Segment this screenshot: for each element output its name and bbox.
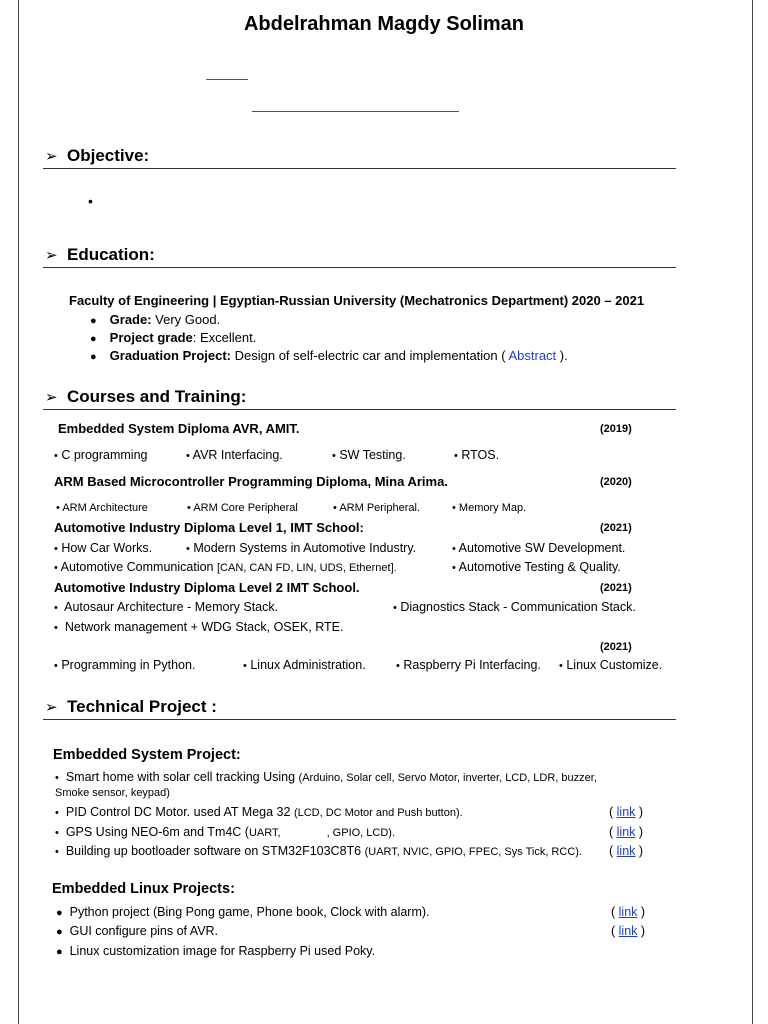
project-item: • Smart home with solar cell tracking Using (Arduino, Solar cell, Servo Motor, inverter, LCD, LDR, buzzer,	[55, 770, 597, 784]
course-item: • Memory Map.	[452, 502, 527, 514]
section-title: Objective:	[67, 146, 150, 165]
page-border-right	[752, 0, 753, 1024]
section-title: Courses and Training:	[67, 387, 247, 406]
course-item: • Linux Administration.	[243, 658, 366, 672]
section-technical	[45, 697, 217, 717]
course-item: • Automotive Testing & Quality.	[452, 560, 621, 574]
section-courses	[45, 387, 246, 407]
section-title: Technical Project :	[67, 697, 217, 716]
section-divider	[43, 719, 676, 720]
faculty-line: Faculty of Engineering | Egyptian-Russian University (Mechatronics Department) 2020 – 2021	[69, 293, 645, 308]
course-item: • ARM Architecture	[56, 502, 148, 514]
course-item: • C programming	[54, 448, 148, 462]
education-graduation-project: ● Graduation Project: Design of self-electric car and implementation ( Abstract ).	[90, 348, 568, 363]
bullet-icon: ●	[90, 315, 97, 327]
course-item: • ARM Peripheral.	[333, 502, 421, 514]
linux-projects-title: Embedded Linux Projects:	[52, 881, 235, 897]
section-title: Education:	[67, 245, 155, 264]
page-border-left	[18, 0, 19, 1024]
course-year: (2021)	[600, 641, 632, 653]
course-year: (2021)	[600, 582, 632, 594]
embedded-projects-title: Embedded System Project:	[53, 747, 241, 763]
education-grade: ● Grade: Very Good.	[90, 312, 221, 327]
bullet-icon: •	[88, 193, 93, 209]
arrow-bullet-icon: ➢	[45, 699, 58, 716]
project-item: ● Linux customization image for Raspberry Pi used Poky.	[56, 944, 376, 958]
candidate-name: Abdelrahman Magdy Soliman	[243, 13, 525, 35]
course-title: Automotive Industry Diploma Level 1, IMT School:	[54, 520, 364, 535]
course-item: • Automotive Communication [CAN, CAN FD, LIN, UDS, Ethernet].	[54, 560, 397, 574]
course-title: Automotive Industry Diploma Level 2 IMT School.	[54, 580, 360, 595]
project-item: ● GUI configure pins of AVR.	[56, 924, 219, 938]
course-item: • Diagnostics Stack - Communication Stack.	[393, 600, 636, 614]
course-item: • Autosaur Architecture - Memory Stack.	[54, 600, 279, 614]
section-divider	[43, 409, 676, 410]
course-item: • AVR Interfacing.	[186, 448, 283, 462]
section-divider	[43, 267, 676, 268]
contact-link-underline[interactable]	[206, 79, 248, 80]
project-item: ● Python project (Bing Pong game, Phone book, Clock with alarm).	[56, 905, 430, 919]
education-project-grade: ● Project grade: Excellent.	[90, 330, 257, 345]
project-item: • GPS Using NEO-6m and Tm4C (UART, , GPIO, LCD).	[55, 825, 396, 839]
project-item-continued: Smoke sensor, keypad)	[55, 787, 170, 799]
course-item: • Programming in Python.	[54, 658, 196, 672]
course-year: (2021)	[600, 522, 632, 534]
course-item: • Automotive SW Development.	[452, 541, 626, 555]
section-education	[45, 245, 155, 265]
project-link[interactable]: ( link )	[609, 844, 644, 858]
course-item: • Network management + WDG Stack, OSEK, RTE.	[54, 620, 344, 634]
project-link[interactable]: ( link )	[611, 905, 646, 919]
bullet-icon: ●	[90, 333, 97, 345]
course-year: (2019)	[600, 423, 632, 435]
course-item: • How Car Works.	[54, 541, 153, 555]
course-item: • Raspberry Pi Interfacing.	[396, 658, 541, 672]
abstract-link[interactable]: Abstract	[505, 348, 560, 363]
project-item: • PID Control DC Motor. used AT Mega 32 (LCD, DC Motor and Push button).	[55, 805, 463, 819]
course-item: • RTOS.	[454, 448, 500, 462]
course-item: • Modern Systems in Automotive Industry.	[186, 541, 417, 555]
section-objective	[45, 146, 149, 166]
arrow-bullet-icon: ➢	[45, 148, 58, 165]
project-link[interactable]: ( link )	[609, 825, 644, 839]
course-title: Embedded System Diploma AVR, AMIT.	[58, 421, 300, 436]
course-title: ARM Based Microcontroller Programming Diploma, Mina Arima.	[54, 474, 448, 489]
project-item: • Building up bootloader software on STM32F103C8T6 (UART, NVIC, GPIO, FPEC, Sys Tick, RCC).	[55, 844, 582, 858]
bullet-icon: ●	[90, 351, 97, 363]
section-divider	[43, 168, 676, 169]
contact-link-underline[interactable]	[252, 111, 459, 112]
course-item: • ARM Core Peripheral	[187, 502, 298, 514]
course-year: (2020)	[600, 476, 632, 488]
course-item: • Linux Customize.	[559, 658, 663, 672]
project-link[interactable]: ( link )	[611, 924, 646, 938]
arrow-bullet-icon: ➢	[45, 247, 58, 264]
course-item: • SW Testing.	[332, 448, 406, 462]
project-link[interactable]: ( link )	[609, 805, 644, 819]
arrow-bullet-icon: ➢	[45, 389, 58, 406]
